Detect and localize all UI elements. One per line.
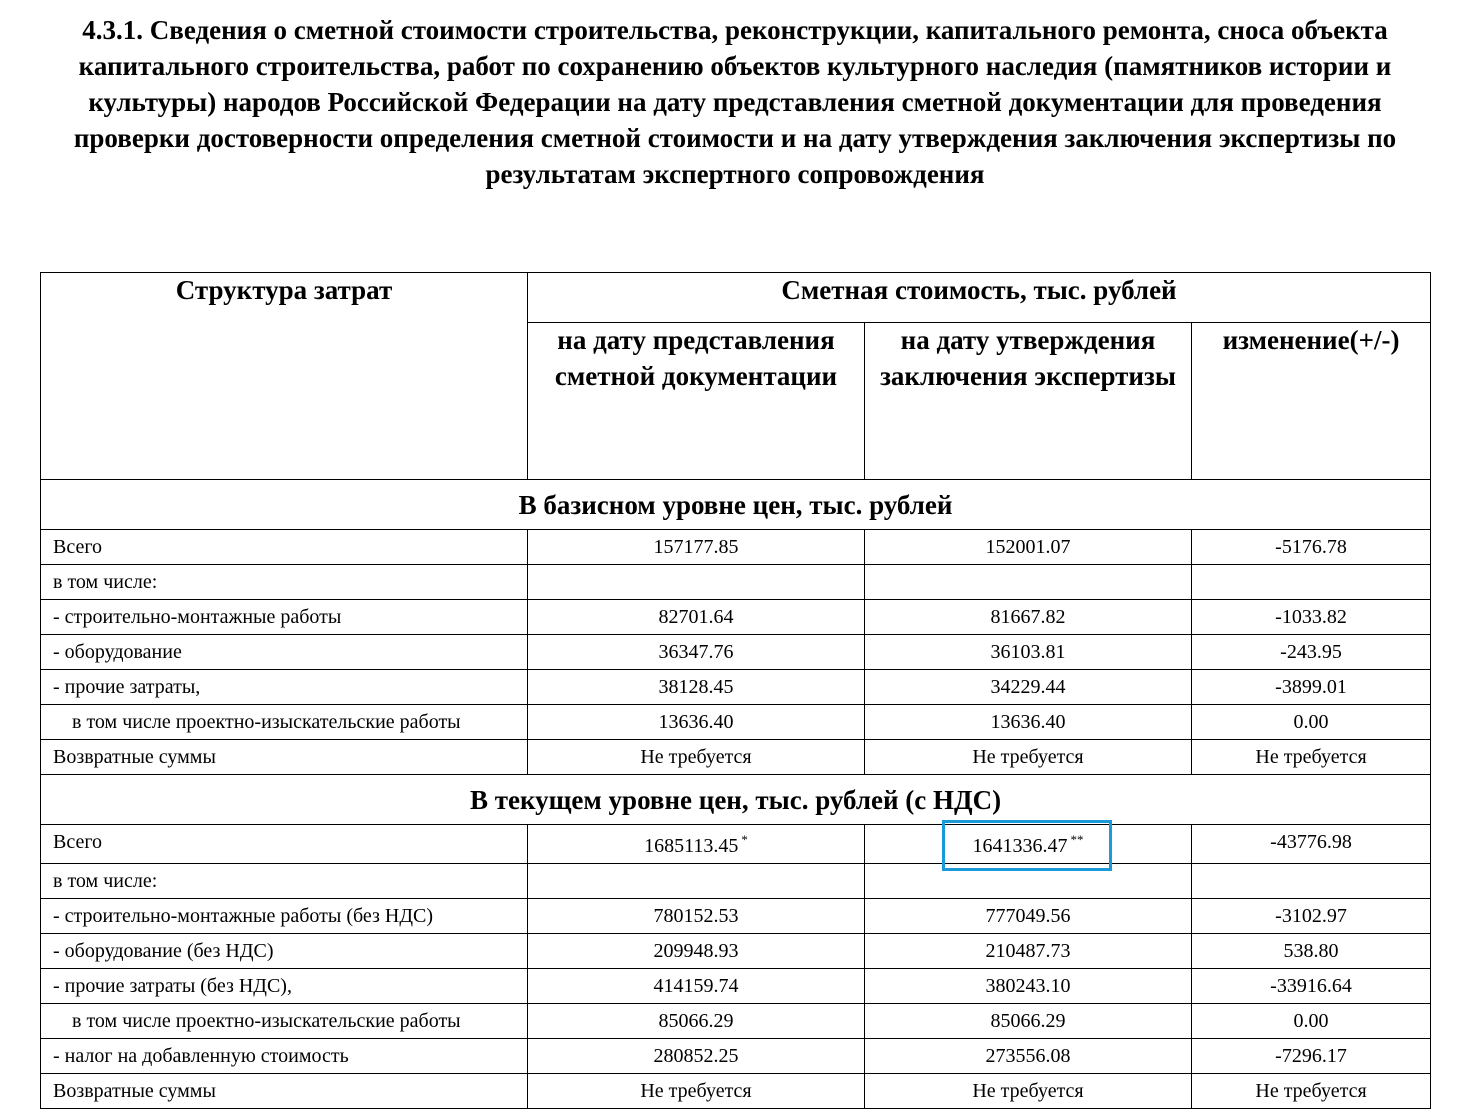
value-approval: Не требуется	[865, 740, 1192, 775]
value-text: 1685113.45	[644, 835, 739, 857]
footnote-marker: *	[741, 832, 748, 847]
cost-table	[40, 272, 1431, 1109]
value-change: -3102.97	[1192, 899, 1431, 934]
value-change: -7296.17	[1192, 1039, 1431, 1074]
table-row	[41, 565, 1431, 600]
value-text: 1641336.47	[972, 835, 1068, 857]
value-approval	[865, 565, 1192, 600]
row-label: - прочие затраты,	[41, 670, 528, 705]
value-approval: 34229.44	[865, 670, 1192, 705]
value-change: 538.80	[1192, 934, 1431, 969]
value-submission: 157177.85	[528, 530, 865, 565]
value-approval: 380243.10	[865, 969, 1192, 1004]
row-label: в том числе:	[41, 565, 528, 600]
value-submission: 38128.45	[528, 670, 865, 705]
header-row-main	[41, 273, 1431, 323]
value-approval	[865, 825, 1192, 864]
row-label: в том числе проектно-изыскательские работы	[41, 1004, 528, 1039]
value-approval: 777049.56	[865, 899, 1192, 934]
table-row	[41, 530, 1431, 565]
value-change: -3899.01	[1192, 670, 1431, 705]
value-change: -5176.78	[1192, 530, 1431, 565]
header-structure: Структура затрат	[41, 273, 528, 480]
table-row	[41, 1004, 1431, 1039]
table-row	[41, 1074, 1431, 1109]
value-approval: 210487.73	[865, 934, 1192, 969]
table-row	[41, 864, 1431, 899]
row-label: Возвратные суммы	[41, 740, 528, 775]
value-approval	[865, 864, 1192, 899]
row-label: Всего	[41, 825, 528, 864]
value-submission: Не требуется	[528, 1074, 865, 1109]
value-change: Не требуется	[1192, 740, 1431, 775]
value-submission: 85066.29	[528, 1004, 865, 1039]
header-cost: Сметная стоимость, тыс. рублей	[528, 273, 1431, 323]
row-label: - строительно-монтажные работы	[41, 600, 528, 635]
value-change: 0.00	[1192, 1004, 1431, 1039]
row-label: - налог на добавленную стоимость	[41, 1039, 528, 1074]
value-approval: 85066.29	[865, 1004, 1192, 1039]
value-submission: 209948.93	[528, 934, 865, 969]
section-header-base	[41, 480, 1431, 530]
document-title: 4.3.1. Сведения о сметной стоимости строительства, реконструкции, капитального ремонта, сноса объекта капитального строительства, работ по сохранению объектов культурного наследия (памятников истории и культуры) народов Российской Федерации на дату представления сметной документации для проведения проверки достоверности определения сметной стоимости и на дату утверждения заключения экспертизы по результатам экспертного сопровождения	[73, 15, 1397, 189]
table-row	[41, 600, 1431, 635]
value-approval: 81667.82	[865, 600, 1192, 635]
value-submission: 13636.40	[528, 705, 865, 740]
row-label: в том числе:	[41, 864, 528, 899]
header-col-submission: на дату представления сметной документации	[528, 323, 865, 480]
value-change: 0.00	[1192, 705, 1431, 740]
row-label: Всего	[41, 530, 528, 565]
value-approval: 36103.81	[865, 635, 1192, 670]
section-title: В текущем уровне цен, тыс. рублей (с НДС)	[41, 775, 1431, 825]
value-change	[1192, 864, 1431, 899]
value-submission	[528, 864, 865, 899]
value-approval: 152001.07	[865, 530, 1192, 565]
table-row	[41, 740, 1431, 775]
value-change: -243.95	[1192, 635, 1431, 670]
value-approval: 273556.08	[865, 1039, 1192, 1074]
value-approval: 13636.40	[865, 705, 1192, 740]
section-header-current	[41, 775, 1431, 825]
value-submission: 414159.74	[528, 969, 865, 1004]
header-col-change: изменение(+/-)	[1192, 323, 1431, 480]
table-row	[41, 705, 1431, 740]
table-row	[41, 670, 1431, 705]
table-row	[41, 635, 1431, 670]
row-label: в том числе проектно-изыскательские работы	[41, 705, 528, 740]
value-submission: Не требуется	[528, 740, 865, 775]
table-row	[41, 1039, 1431, 1074]
row-label: - оборудование (без НДС)	[41, 934, 528, 969]
table-row	[41, 825, 1431, 864]
value-submission	[528, 565, 865, 600]
row-label: - строительно-монтажные работы (без НДС)	[41, 899, 528, 934]
value-change: -33916.64	[1192, 969, 1431, 1004]
table-row	[41, 969, 1431, 1004]
table-row	[41, 934, 1431, 969]
footnote-marker: **	[1070, 832, 1084, 847]
value-change	[1192, 565, 1431, 600]
row-label: - прочие затраты (без НДС),	[41, 969, 528, 1004]
value-submission: 82701.64	[528, 600, 865, 635]
value-change: -43776.98	[1192, 825, 1431, 864]
value-change: Не требуется	[1192, 1074, 1431, 1109]
row-label: Возвратные суммы	[41, 1074, 528, 1109]
table-row	[41, 899, 1431, 934]
value-approval: Не требуется	[865, 1074, 1192, 1109]
row-label: - оборудование	[41, 635, 528, 670]
value-submission: 780152.53	[528, 899, 865, 934]
value-change: -1033.82	[1192, 600, 1431, 635]
value-submission: 280852.25	[528, 1039, 865, 1074]
value-submission	[528, 825, 865, 864]
value-submission: 36347.76	[528, 635, 865, 670]
header-col-approval: на дату утверждения заключения экспертизы	[865, 323, 1192, 480]
section-title: В базисном уровне цен, тыс. рублей	[41, 480, 1431, 530]
